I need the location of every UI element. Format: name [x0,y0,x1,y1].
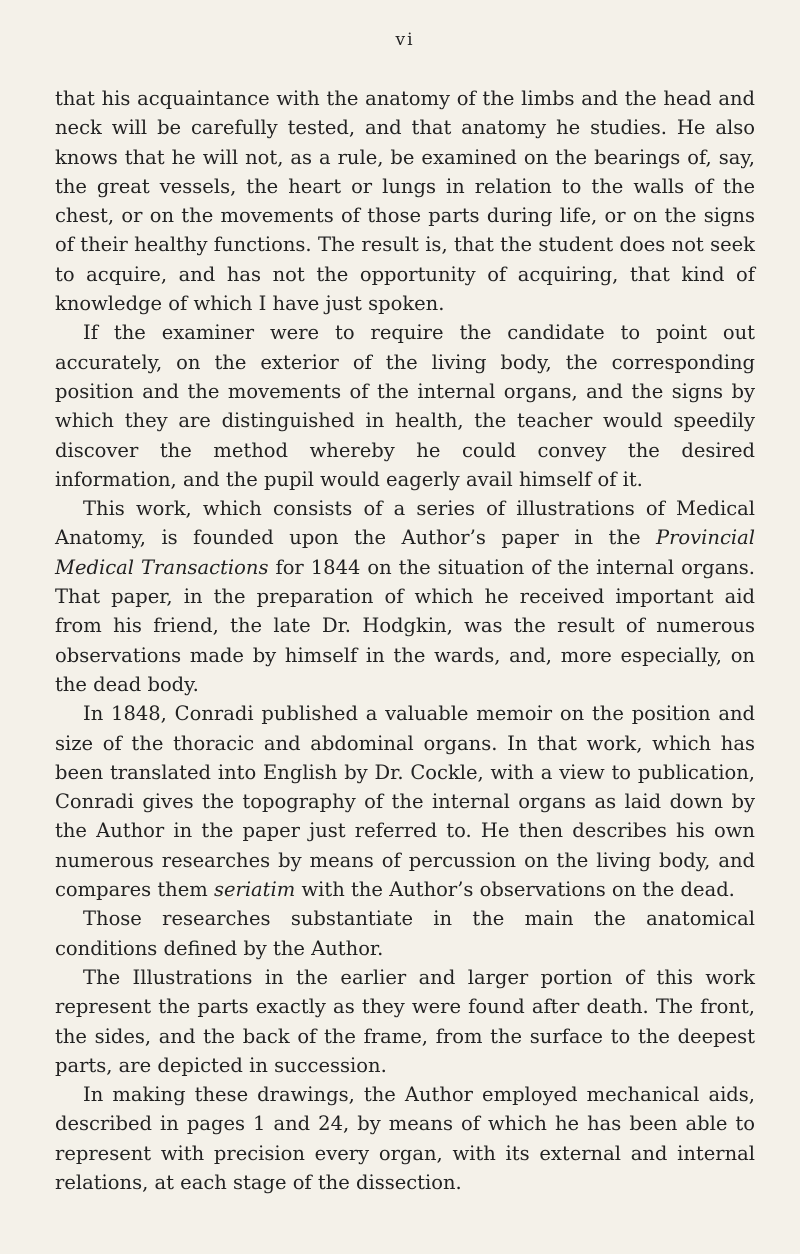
paragraph-text: that his acquaintance with the anatomy of the limbs and the head and neck will be carefully tested, and that anatomy he studies. He also knows that he will not, as a rule, be examined on the bearings of, say, the great vessels, the heart or lungs in relation to the walls of the chest, or on the movements of those parts during life, or on the signs of their healthy functions. The result is, that the student does not seek to acquire, and has not the opportunity of acquiring, that kind of knowledge of which I have just spoken. [55,87,755,316]
paragraph-text: In 1848, Conradi published a valuable memoir on the position and size of the thoracic and abdominal organs. In that work, which has been translated into English by Dr. Cockle, with a view to publication, Conradi gives the topography of the internal organs as laid down by the Author in the paper just referred to. He then describes his own numerous researches by means of percussion on the living body, and compares them [55,702,755,902]
paragraph-3 [55,494,755,699]
paragraph-text: The Illustrations in the earlier and larger portion of this work represent the parts exactly as they were found after death. The front, the sides, and the back of the frame, from the surface to the deepest parts, are depicted in succession. [55,965,755,1077]
paragraph-text: for 1844 on the situation of the internal organs. That paper, in the preparation of which he received important aid from his friend, the late Dr. Hodgkin, was the result of numerous observations made by himself in the wards, and, more especially, on the dead body. [55,555,755,696]
italic-term: seriatim [213,878,296,902]
journal-title-italic: Provincial Medical Transactions [55,526,755,579]
paragraph-7 [55,1080,755,1197]
paragraph-2 [55,318,755,494]
page-number: vi [395,30,415,50]
book-page [55,26,755,1197]
paragraph-text: This work, which consists of a series of illustrations of Medical Anatomy, is founded upon the Author’s paper in the [55,497,755,550]
paragraph-5 [55,904,755,963]
paragraph-text: with the Author’s observations on the dead. [295,878,735,902]
paragraph-4 [55,699,755,904]
paragraph-text: Those researches substantiate in the main the anatomical conditions defined by the Author. [55,907,755,960]
paragraph-text: In making these drawings, the Author employed mechanical aids, described in pages 1 and 24, by means of which he has been able to represent with precision every organ, with its external and internal relations, at each stage of the dissection. [55,1083,755,1194]
paragraph-6 [55,963,755,1080]
paragraph-text: If the examiner were to require the candidate to point out accurately, on the exterior of the living body, the corresponding position and the movements of the internal organs, and the signs by which they are distinguished in health, the teacher would speedily discover the method whereby he could convey the desired information, and the pupil would eagerly avail himself of it. [55,321,755,491]
paragraph-1 [55,84,755,318]
